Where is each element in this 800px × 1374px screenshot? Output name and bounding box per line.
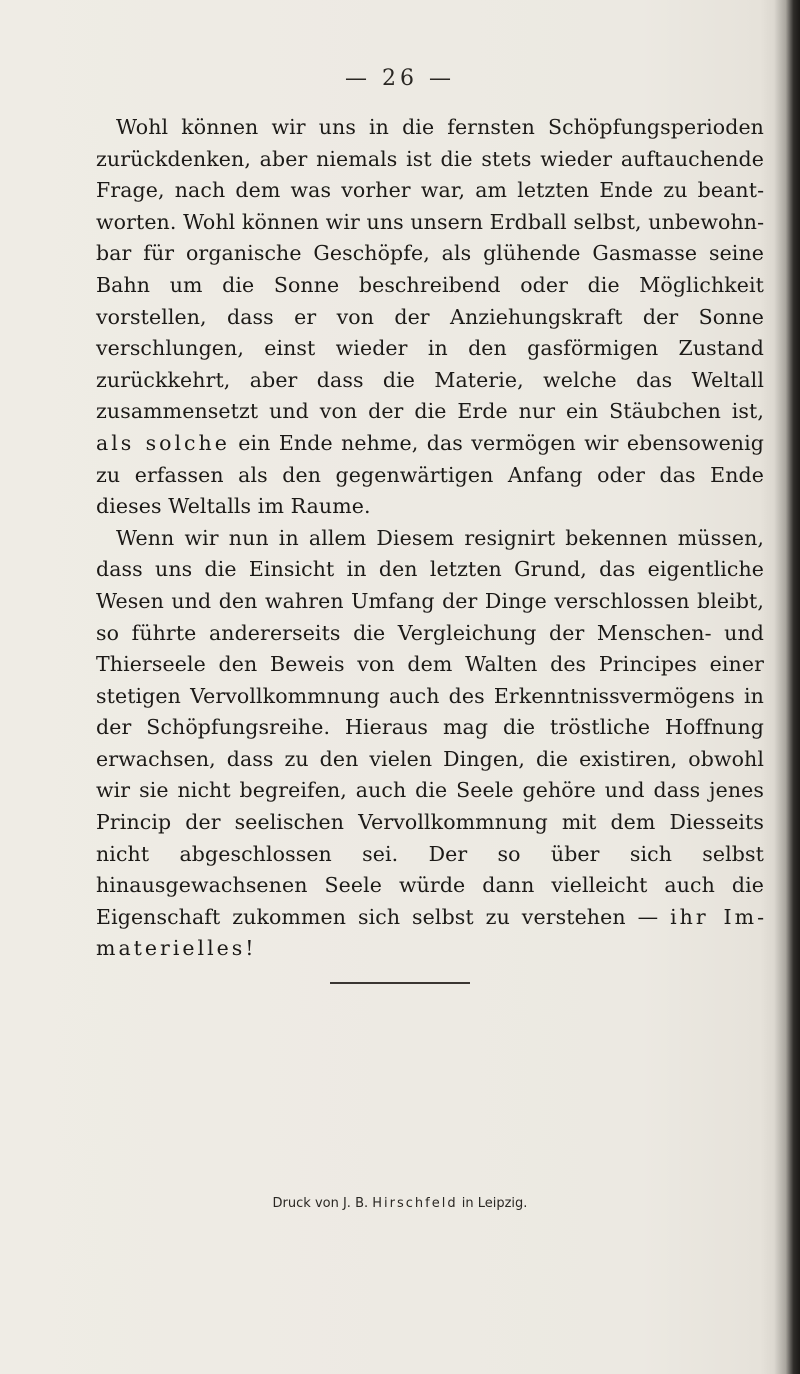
closing-rule <box>330 982 470 984</box>
paragraph-2 <box>96 523 764 965</box>
colophon-printer-name: Hirschfeld <box>372 1196 458 1211</box>
paragraph-2-emphasis: ihr Immaterielles! <box>96 904 764 961</box>
paragraph-1-text: Wohl können wir uns in die fernsten Schöpfungsperioden zurückdenken, aber niemals ist die stets wieder auftauchende Frage, nach dem was vorher war, am letzten Ende zu beantworten. Wohl können wir uns unsern Erdball selbst, unbewohnbar für organische Geschöpfe, als glühende Gasmasse seine Bahn um die Sonne beschreibend oder die Möglichkeit vorstellen, dass er von der Anziehungskraft der Sonne verschlungen, einst wieder in den gasförmigen Zustand zurückkehrt, aber dass die Materie, welche das Weltall zusammensetzt und von der die Erde nur ein Stäubchen ist, <box>96 115 764 424</box>
printer-colophon <box>0 1196 800 1211</box>
body-text <box>96 112 764 965</box>
paragraph-1-text-after: ein Ende nehme, das vermögen wir ebensowenig zu erfassen als den gegenwärtigen Anfang oder das Ende dieses Weltalls im Raume. <box>96 430 764 519</box>
colophon-prefix: Druck von J. B. <box>272 1196 369 1211</box>
paragraph-1 <box>96 112 764 523</box>
colophon-suffix: in Leipzig. <box>461 1196 528 1211</box>
paragraph-2-text: Wenn wir nun in allem Diesem resignirt bekennen müssen, dass uns die Einsicht in den letzten Grund, das eigentliche Wesen und den wahren Umfang der Dinge verschlossen bleibt, so führte andererseits die Vergleichung der Menschen- und Thierseele den Beweis von dem Walten des Principes einer stetigen Vervollkommnung auch des Erkenntnissvermögens in der Schöpfungsreihe. Hieraus mag die tröstliche Hoffnung erwachsen, dass zu den vielen Dingen, die existiren, obwohl wir sie nicht begreifen, auch die Seele gehöre und dass jenes Princip der seelischen Vervollkommnung mit dem Diesseits nicht abgeschlossen sei. Der so über sich selbst hinausgewachsenen Seele würde dann vielleicht auch die Eigenschaft zukommen sich selbst zu verstehen — <box>96 525 764 929</box>
paragraph-1-emphasis: als solche <box>96 430 230 455</box>
page-edge-shadow <box>774 0 800 1374</box>
page-number: — 26 — <box>345 66 455 91</box>
